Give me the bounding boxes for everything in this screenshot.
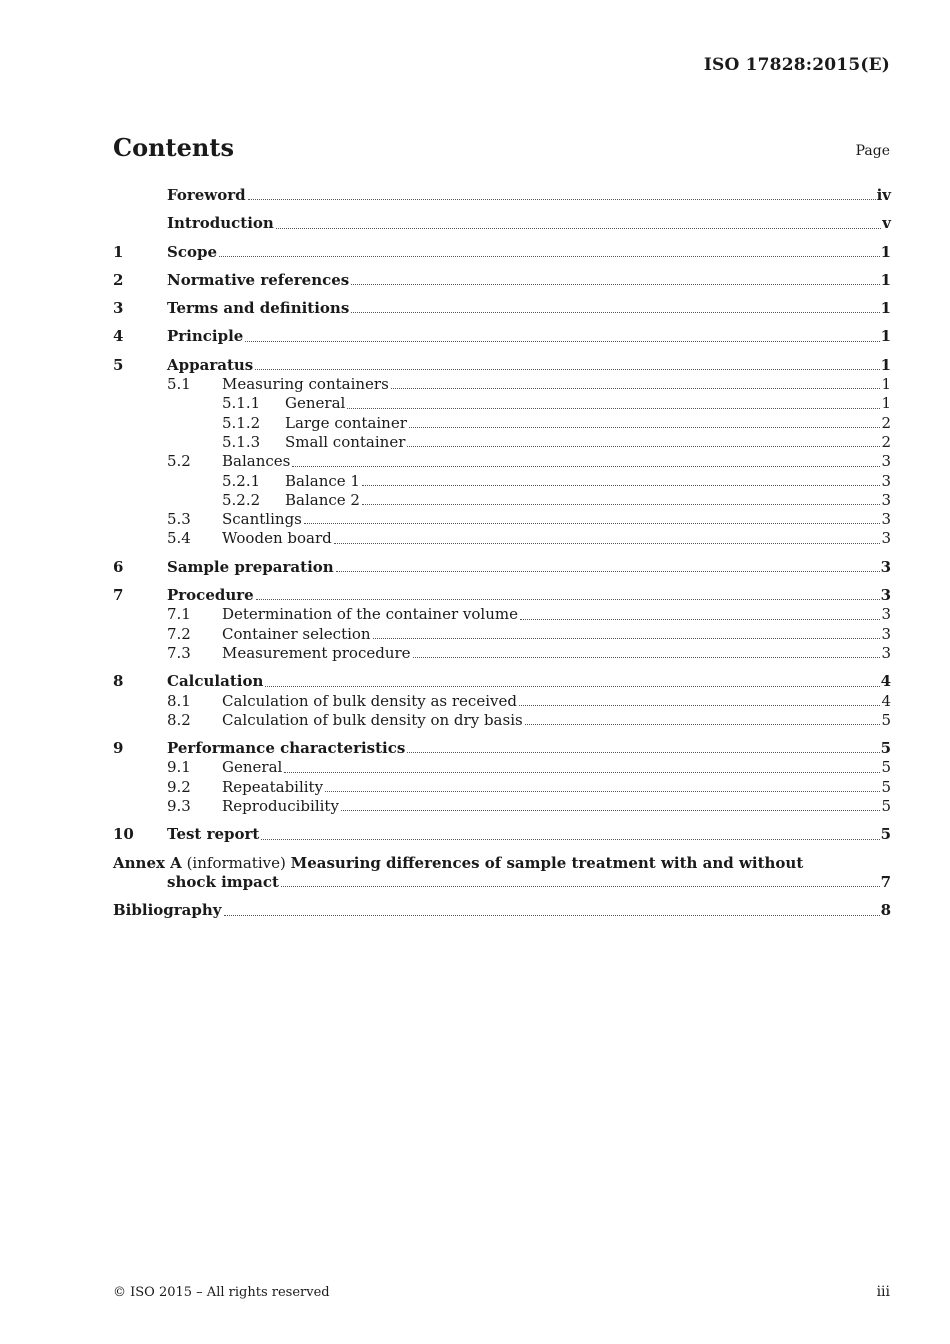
toc-entry-number: 5.4 — [167, 529, 191, 548]
toc-annex-entry-continued[interactable] — [113, 873, 891, 892]
toc-entry-page: 2 — [881, 432, 891, 451]
dot-leader — [525, 723, 881, 725]
toc-entry-page: 1 — [881, 394, 891, 413]
toc-entry[interactable] — [113, 472, 891, 491]
toc-entry[interactable] — [113, 414, 891, 433]
toc-entry-number: 7.1 — [167, 605, 191, 624]
toc-entry-page: 1 — [881, 375, 891, 394]
dot-leader — [373, 637, 881, 639]
toc-entry-page: 2 — [881, 413, 891, 432]
toc-entry-title: Normative references — [167, 270, 350, 289]
toc-entry[interactable] — [113, 797, 891, 816]
toc-entry[interactable] — [113, 758, 891, 777]
toc-entry-page: 4 — [881, 691, 891, 710]
toc-entry-number: 7.2 — [167, 624, 191, 643]
toc-entry-title: Small container — [285, 432, 406, 451]
toc-entry-title: Calculation of bulk density as received — [222, 691, 517, 710]
toc-entry-title: Principle — [167, 327, 244, 346]
toc-entry-page: 3 — [880, 586, 891, 605]
toc-entry-number: 4 — [113, 327, 124, 346]
dot-leader — [281, 885, 880, 887]
toc-entry-number: 8.1 — [167, 691, 191, 710]
toc-entry-page: 5 — [881, 777, 891, 796]
toc-entry[interactable] — [113, 510, 891, 529]
toc-entry[interactable] — [113, 778, 891, 797]
toc-entry-page: 1 — [880, 355, 891, 374]
toc-entry-page: 3 — [881, 529, 891, 548]
toc-entry-title: Scantlings — [222, 510, 302, 529]
toc-entry-title: Calculation — [167, 672, 264, 691]
toc-entry-number: 7 — [113, 586, 124, 605]
toc-entry-number: 5.1 — [167, 375, 191, 394]
toc-entry-title: Measurement procedure — [222, 643, 411, 662]
toc-entry-page: 1 — [880, 270, 891, 289]
toc-entry-title: Reproducibility — [222, 797, 339, 816]
toc-entry-number: 7.3 — [167, 643, 191, 662]
annex-label: Annex A — [113, 853, 182, 872]
dot-leader — [413, 656, 881, 658]
toc-entry-page: 3 — [881, 605, 891, 624]
toc-entry-title: Terms and definitions — [167, 299, 350, 318]
toc-entry-title: General — [222, 758, 283, 777]
toc-entry[interactable] — [113, 692, 891, 711]
page-column-label: Page — [855, 143, 890, 159]
toc-entry-page: 3 — [881, 643, 891, 662]
dot-leader — [407, 445, 880, 447]
toc-entry-page: 1 — [880, 242, 891, 261]
toc-entry-page: 5 — [881, 797, 891, 816]
toc-entry-page: 3 — [881, 510, 891, 529]
toc-entry-title: Procedure — [167, 586, 254, 605]
dot-leader — [391, 387, 881, 389]
toc-entry[interactable] — [113, 558, 891, 577]
toc-entry[interactable] — [113, 243, 891, 262]
toc-entry-number: 5.1.1 — [222, 394, 261, 413]
toc-entry-title: Scope — [167, 242, 218, 261]
toc-entry[interactable] — [113, 214, 891, 233]
toc-entry-title: Test report — [167, 825, 260, 844]
toc-entry-title: Balance 2 — [285, 490, 360, 509]
toc-entry-number: 9.2 — [167, 777, 191, 796]
dot-leader — [334, 542, 881, 544]
table-of-contents — [113, 186, 891, 921]
toc-entry-title: Measuring containers — [222, 375, 389, 394]
dot-leader — [336, 570, 880, 572]
dot-leader — [276, 227, 881, 229]
toc-entry-page: 3 — [881, 490, 891, 509]
toc-entry-number: 1 — [113, 242, 124, 261]
toc-entry-title: Performance characteristics — [167, 739, 406, 758]
toc-entry[interactable] — [113, 529, 891, 548]
toc-entry-page: 3 — [881, 452, 891, 471]
toc-entry-title: Wooden board — [222, 529, 332, 548]
toc-entry-number: 6 — [113, 557, 124, 576]
toc-entry-title: Foreword — [167, 186, 246, 204]
toc-entry-number: 8.2 — [167, 710, 191, 729]
toc-entry-title: General — [285, 394, 346, 413]
dot-leader — [284, 771, 880, 773]
toc-entry-number: 5.2.2 — [222, 490, 261, 509]
toc-entry-number: 5 — [113, 355, 124, 374]
toc-entry-number: 10 — [113, 825, 134, 844]
toc-entry-page: 1 — [880, 327, 891, 346]
toc-entry-page: 1 — [880, 299, 891, 318]
dot-leader — [347, 407, 880, 409]
toc-entry[interactable] — [113, 433, 891, 452]
toc-entry[interactable] — [113, 711, 891, 730]
dot-leader — [409, 426, 881, 428]
toc-entry-page: iv — [876, 186, 891, 204]
toc-entry-page: v — [882, 214, 891, 233]
toc-entry-title: Balances — [222, 452, 291, 471]
toc-entry-number: 5.3 — [167, 510, 191, 529]
toc-bibliography-entry[interactable] — [113, 901, 891, 920]
dot-leader — [256, 598, 880, 600]
dot-leader — [292, 465, 880, 467]
toc-entry[interactable] — [113, 644, 891, 663]
toc-entry[interactable] — [113, 491, 891, 510]
toc-entry[interactable] — [113, 327, 891, 346]
dot-leader — [351, 311, 879, 313]
toc-entry-number: 9 — [113, 739, 124, 758]
dot-leader — [341, 809, 881, 811]
toc-entry-number: 5.2.1 — [222, 471, 261, 490]
toc-entry[interactable] — [113, 625, 891, 644]
toc-entry-page: 5 — [881, 758, 891, 777]
dot-leader — [255, 368, 879, 370]
toc-entry[interactable] — [113, 356, 891, 375]
toc-entry-title: Calculation of bulk density on dry basis — [222, 710, 523, 729]
toc-entry-title: Sample preparation — [167, 557, 334, 576]
toc-entry-page: 5 — [880, 825, 891, 844]
toc-entry-page: 3 — [881, 471, 891, 490]
copyright-notice: © ISO 2015 – All rights reserved — [113, 1285, 330, 1300]
toc-entry-page: 3 — [881, 624, 891, 643]
toc-entry-number: 5.1.2 — [222, 413, 261, 432]
toc-entry-title: Large container — [285, 413, 407, 432]
toc-entry-page: 4 — [880, 672, 891, 691]
toc-entry-number: 2 — [113, 270, 124, 289]
toc-annex-entry[interactable] — [113, 854, 891, 873]
toc-entry[interactable] — [113, 672, 891, 691]
toc-entry-title: Container selection — [222, 624, 371, 643]
dot-leader — [520, 618, 880, 620]
dot-leader — [407, 751, 879, 753]
toc-entry-title: Apparatus — [167, 355, 254, 374]
toc-entry-page: 3 — [880, 557, 891, 576]
dot-leader — [245, 340, 879, 342]
dot-leader — [224, 914, 880, 916]
dot-leader — [519, 704, 880, 706]
document-id: ISO 17828:2015(E) — [703, 55, 890, 75]
toc-entry-title: Repeatability — [222, 777, 324, 796]
toc-entry-title: Determination of the container volume — [222, 605, 518, 624]
toc-entry[interactable] — [113, 452, 891, 471]
toc-entry[interactable] — [113, 605, 891, 624]
toc-entry-number: 3 — [113, 299, 124, 318]
dot-leader — [362, 484, 880, 486]
dot-leader — [325, 790, 880, 792]
page-number: iii — [876, 1284, 890, 1300]
toc-entry[interactable] — [113, 375, 891, 394]
toc-entry-page: 7 — [880, 872, 891, 891]
toc-entry[interactable] — [113, 186, 891, 205]
toc-entry-number: 5.2 — [167, 452, 191, 471]
toc-entry[interactable] — [113, 394, 891, 413]
dot-leader — [362, 503, 880, 505]
toc-entry-title: Bibliography — [113, 901, 222, 920]
toc-entry-number: 5.1.3 — [222, 432, 261, 451]
annex-title-continued: shock impact — [167, 872, 279, 891]
toc-entry[interactable] — [113, 825, 891, 844]
toc-entry-number: 8 — [113, 672, 124, 691]
dot-leader — [261, 838, 879, 840]
toc-entry-number: 9.1 — [167, 758, 191, 777]
dot-leader — [219, 255, 880, 257]
toc-entry-page: 5 — [880, 739, 891, 758]
toc-entry[interactable] — [113, 299, 891, 318]
dot-leader — [265, 685, 879, 687]
toc-entry[interactable] — [113, 271, 891, 290]
dot-leader — [304, 522, 881, 524]
toc-entry-page: 5 — [881, 710, 891, 729]
toc-entry[interactable] — [113, 739, 891, 758]
dot-leader — [351, 283, 879, 285]
toc-entry-title: Balance 1 — [285, 471, 360, 490]
annex-type: (informative) — [186, 853, 286, 872]
toc-entry-title: Introduction — [167, 214, 274, 233]
dot-leader — [248, 198, 876, 200]
annex-title: Measuring differences of sample treatment with and without — [290, 853, 804, 872]
toc-entry[interactable] — [113, 586, 891, 605]
page-title: Contents — [113, 133, 234, 162]
toc-entry-page: 8 — [880, 901, 891, 920]
toc-entry-number: 9.3 — [167, 797, 191, 816]
